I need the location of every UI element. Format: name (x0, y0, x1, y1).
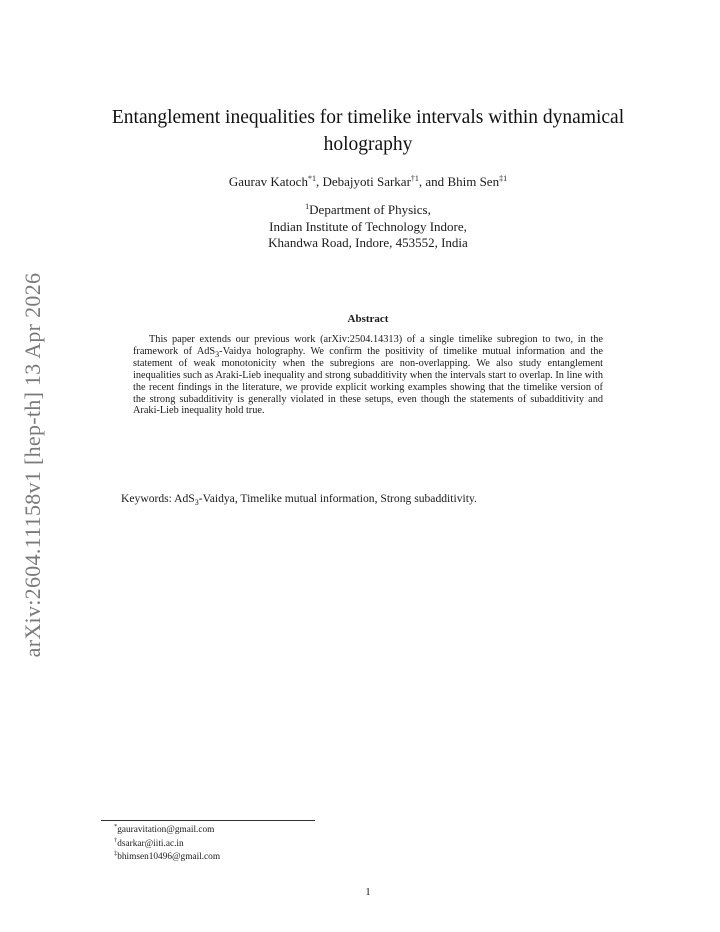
author-name: Debajyoti Sarkar (322, 174, 411, 189)
keywords-line: Keywords: AdS$_3$-Vaidya, Timelike mutual information, Strong subadditivity. (121, 492, 477, 507)
affiliation-mark: 1 (305, 202, 310, 211)
arxiv-side-stamp: arXiv:2604.11158v1 [hep-th] 13 Apr 2026 (20, 272, 45, 658)
affiliation-line: $^1$Department of Physics, (305, 202, 431, 217)
affiliation-block (100, 202, 636, 252)
paper-title: Entanglement inequalities for timelike intervals within dynamical holography (111, 107, 625, 155)
footnote-email: gauravitation@gmail.com (117, 825, 215, 835)
author-name: Gaurav Katoch (228, 174, 308, 189)
page-number: 1 (365, 886, 371, 898)
author-mark: *1 (307, 174, 316, 183)
footnote (114, 838, 220, 852)
author-separator: , (315, 174, 323, 189)
author-mark: †1 (410, 174, 419, 183)
keywords-label: Keywords: (121, 492, 175, 505)
footnote-mark: † (114, 836, 118, 844)
author-name: Bhim Sen (447, 174, 500, 189)
abstract-text: This paper extends our previous work (arXiv:2504.14313) of a single timelike subregion to two, in the framework of AdS$_3$-Vaidya holography. We confirm the positivity of timelike mutual information and the statement of weak monotonicity when the subregions are non-overlapping. We also study entanglement inequalities such as Araki-Lieb inequality and strong subadditivity when the intervals start to overlap. In line with the recent findings in the literature, we provide explicit working examples showing that the timelike version of the strong subadditivity is generally violated in these setups, even though the statements of subadditivity and Araki-Lieb inequality hold true. (133, 334, 604, 417)
author-separator: , and (418, 174, 448, 189)
abstract-heading: Abstract (347, 313, 389, 325)
author-mark: ‡1 (499, 174, 508, 183)
affiliation-line: Khandwa Road, Indore, 453552, India (268, 235, 468, 250)
footnotes (114, 824, 220, 865)
footnote-rule (101, 820, 315, 821)
footnote-mark: ‡ (114, 850, 118, 857)
affiliation-line: Indian Institute of Technology Indore, (269, 218, 467, 234)
footnote-email: bhimsen10496@gmail.com (117, 852, 221, 862)
author-list (100, 173, 636, 191)
footnote (114, 824, 220, 838)
footnote (114, 851, 220, 865)
footnote-email: dsarkar@iiti.ac.in (117, 838, 184, 849)
footnote-mark: * (114, 823, 118, 830)
